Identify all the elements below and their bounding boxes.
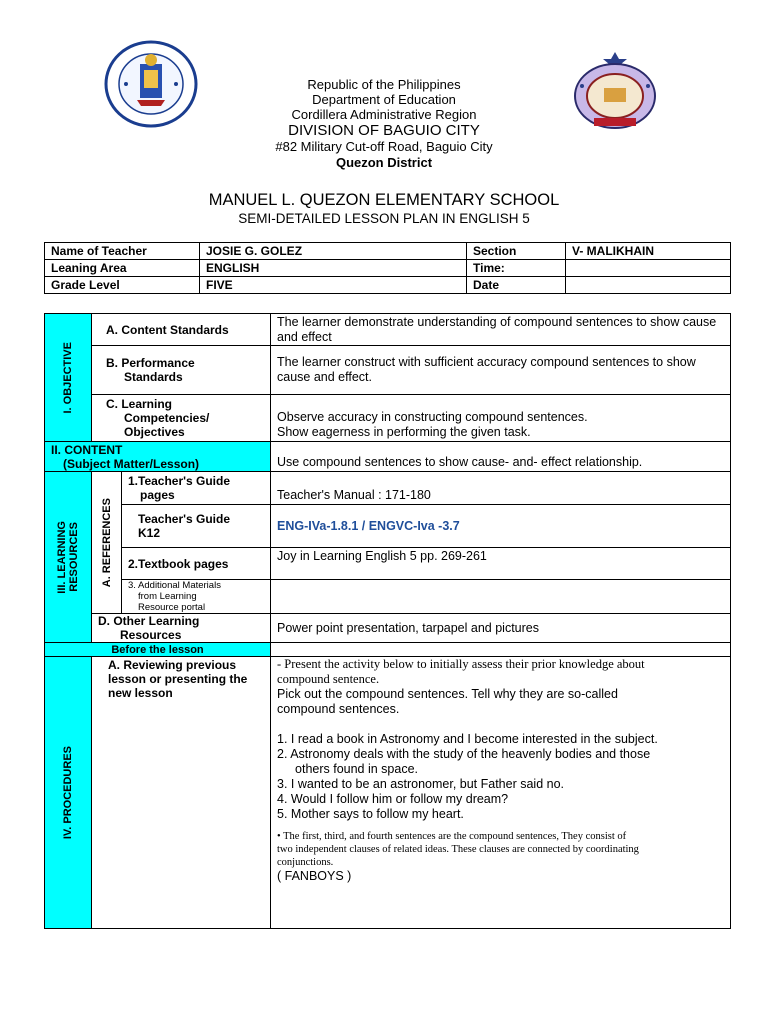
date-value xyxy=(566,277,731,294)
objective-side-label: I. OBJECTIVE xyxy=(45,314,92,442)
area-label: Leaning Area xyxy=(45,260,200,277)
section-label: Section xyxy=(467,243,566,260)
before-lesson-spacer xyxy=(271,643,731,657)
content-value: Use compound sentences to show cause- and- effect relationship. xyxy=(271,442,731,472)
date-label: Date xyxy=(467,277,566,294)
performance-standards-value: The learner construct with sufficient accuracy compound sentences to show cause and effect. xyxy=(271,346,731,395)
competencies-label: C. Learning Competencies/ Objectives xyxy=(92,395,271,442)
lesson-plan-table xyxy=(44,313,731,929)
content-standards-label: A. Content Standards xyxy=(92,314,271,346)
textbook-label: 2.Textbook pages xyxy=(122,548,271,580)
teachers-guide-value: Teacher's Manual : 171-180 xyxy=(271,472,731,505)
additional-materials-label: 3. Additional Materials from Learning Resource portal xyxy=(122,580,271,614)
section-value: V- MALIKHAIN xyxy=(566,243,731,260)
learning-resources-side-label: III. LEARNING RESOURCES xyxy=(45,472,92,643)
content-standards-value: The learner demonstrate understanding of compound sentences to show cause and effect xyxy=(271,314,731,346)
before-lesson-label: Before the lesson xyxy=(45,643,271,657)
reviewing-lesson-label: A. Reviewing previous lesson or presenting the new lesson xyxy=(92,657,271,929)
time-label: Time: xyxy=(467,260,566,277)
grade-label: Grade Level xyxy=(45,277,200,294)
grade-value: FIVE xyxy=(200,277,467,294)
school-name: MANUEL L. QUEZON ELEMENTARY SCHOOL xyxy=(208,191,560,209)
division-line: DIVISION OF BAGUIO CITY xyxy=(288,122,480,139)
k12-guide-label: Teacher's Guide K12 xyxy=(122,505,271,548)
other-resources-value: Power point presentation, tarpapel and pictures xyxy=(271,614,731,643)
procedures-side-label: IV. PROCEDURES xyxy=(45,657,92,929)
other-resources-label: D. Other Learning Resources xyxy=(92,614,271,643)
teacher-value: JOSIE G. GOLEZ xyxy=(200,243,467,260)
references-label: A. REFERENCES xyxy=(92,472,122,614)
performance-standards-label: B. Performance Standards xyxy=(92,346,271,395)
additional-materials-value xyxy=(271,580,731,614)
republic-line: Republic of the Philippines xyxy=(307,77,461,92)
lesson-plan-title: SEMI-DETAILED LESSON PLAN IN ENGLISH 5 xyxy=(238,211,530,226)
competencies-value: Observe accuracy in constructing compound sentences. Show eagerness in performing the given task. xyxy=(271,395,731,442)
reviewing-lesson-content: - Present the activity below to initially assess their prior knowledge about compound sentence. Pick out the compound sentences. Tell why they are so-called compound sentences. 1. I read a book in Astronomy and I become interested in the subject. 2. Astronomy deals with the study of the heavenly bodies and those others found in space. 3. I wanted to be an astronomer, but Father said no. 4. Would I follow him or follow my dream? 5. Mother says to follow my heart. • The first, third, and fourth sentences are the compound sentences, They consist of two independent clauses of related ideas. These clauses are connected by coordinating conjunctions. ( FANBOYS ) xyxy=(271,657,731,929)
teacher-info-table xyxy=(44,242,731,294)
district-line: Quezon District xyxy=(335,155,433,170)
region-line: Cordillera Administrative Region xyxy=(291,107,477,122)
department-line: Department of Education xyxy=(312,92,456,107)
time-value xyxy=(566,260,731,277)
teacher-label: Name of Teacher xyxy=(45,243,200,260)
k12-guide-value: ENG-IVa-1.8.1 / ENGVC-Iva -3.7 xyxy=(271,505,731,548)
area-value: ENGLISH xyxy=(200,260,467,277)
content-label: II. CONTENT (Subject Matter/Lesson) xyxy=(45,442,271,472)
teachers-guide-label: 1.Teacher's Guide pages xyxy=(122,472,271,505)
address-line: #82 Military Cut-off Road, Baguio City xyxy=(275,139,493,154)
textbook-value: Joy in Learning English 5 pp. 269-261 xyxy=(271,548,731,580)
